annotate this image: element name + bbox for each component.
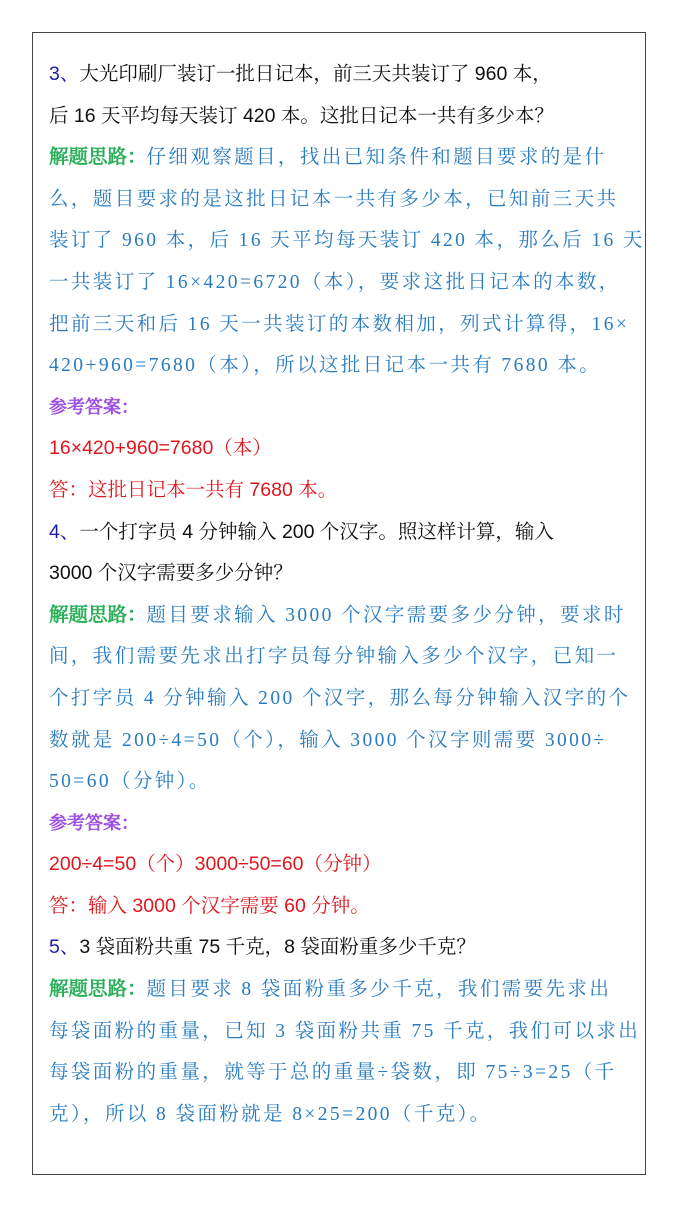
problem-3-question-line-1: 3、大光印刷厂装订一批日记本，前三天共装订了 960 本，: [49, 63, 552, 85]
problem-3-analysis-line-4: 一共装订了 16×420=6720（本），要求这批日记本的本数，: [49, 271, 621, 293]
problem-3-formula: 16×420+960=7680（本）: [49, 437, 272, 460]
document-content: [49, 54, 645, 1135]
problem-5-analysis-line-2: 每袋面粉的重量，已知 3 袋面粉共重 75 千克，我们可以求出: [49, 1020, 641, 1042]
problem-4-question-line-2: 3000 个汉字需要多少分钟？: [49, 562, 293, 585]
problem-3-question-line-2: 后 16 天平均每天装订 420 本。这批日记本一共有多少本？: [49, 104, 554, 127]
problem-3-analysis-line-1: 解题思路：仔细观察题目，找出已知条件和题目要求的是什: [49, 146, 607, 169]
problem-3-analysis-line-6: 420+960=7680（本），所以这批日记本一共有 7680 本。: [49, 355, 602, 377]
problem-3-reference-label: 参考答案：: [49, 396, 139, 417]
problem-4-answer: 答：输入 3000 个汉字需要 60 分钟。: [49, 894, 370, 917]
document-frame: [32, 32, 646, 1175]
problem-5-analysis-line-1: 解题思路：题目要求 8 袋面粉重多少千克，我们需要先求出: [49, 978, 612, 1001]
problem-number: 5、: [49, 936, 80, 959]
problem-5-question-line-1: 5、3 袋面粉共重 75 千克，8 袋面粉重多少千克？: [49, 936, 476, 959]
problem-4-analysis-line-3: 个打字员 4 分钟输入 200 个汉字，那么每分钟输入汉字的个: [49, 687, 631, 709]
problem-3-answer: 答：这批日记本一共有 7680 本。: [49, 478, 338, 501]
problem-3-analysis-line-5: 把前三天和后 16 天一共装订的本数相加，列式计算得，16×: [49, 313, 630, 335]
analysis-label: 解题思路：: [49, 603, 147, 626]
problem-4-formula: 200÷4=50（个）3000÷50=60（分钟）: [49, 853, 382, 876]
analysis-label: 解题思路：: [49, 146, 147, 169]
analysis-label: 解题思路：: [49, 978, 147, 1001]
problem-4-question-line-1: 4、一个打字员 4 分钟输入 200 个汉字。照这样计算，输入: [49, 520, 554, 543]
problem-4-analysis-line-4: 数就是 200÷4=50（个），输入 3000 个汉字则需要 3000÷: [49, 729, 607, 751]
problem-4-analysis-line-5: 50=60（分钟）。: [49, 771, 211, 793]
problem-5-analysis-line-3: 每袋面粉的重量，就等于总的重量÷袋数，即 75÷3=25（千: [49, 1062, 617, 1084]
problem-4-analysis-line-2: 间，我们需要先求出打字员每分钟输入多少个汉字，已知一: [49, 646, 619, 668]
problem-3-analysis-line-2: 么，题目要求的是这批日记本一共有多少本，已知前三天共: [49, 188, 619, 210]
problem-4-reference-label: 参考答案：: [49, 812, 139, 833]
problem-5-analysis-line-4: 克），所以 8 袋面粉就是 8×25=200（千克）。: [49, 1103, 492, 1125]
problem-3-analysis-line-3: 装订了 960 本，后 16 天平均每天装订 420 本，那么后 16 天: [49, 230, 645, 252]
problem-4-analysis-line-1: 解题思路：题目要求输入 3000 个汉字需要多少分钟，要求时: [49, 603, 626, 626]
problem-number: 4、: [49, 520, 80, 543]
problem-number: 3、: [49, 63, 80, 85]
